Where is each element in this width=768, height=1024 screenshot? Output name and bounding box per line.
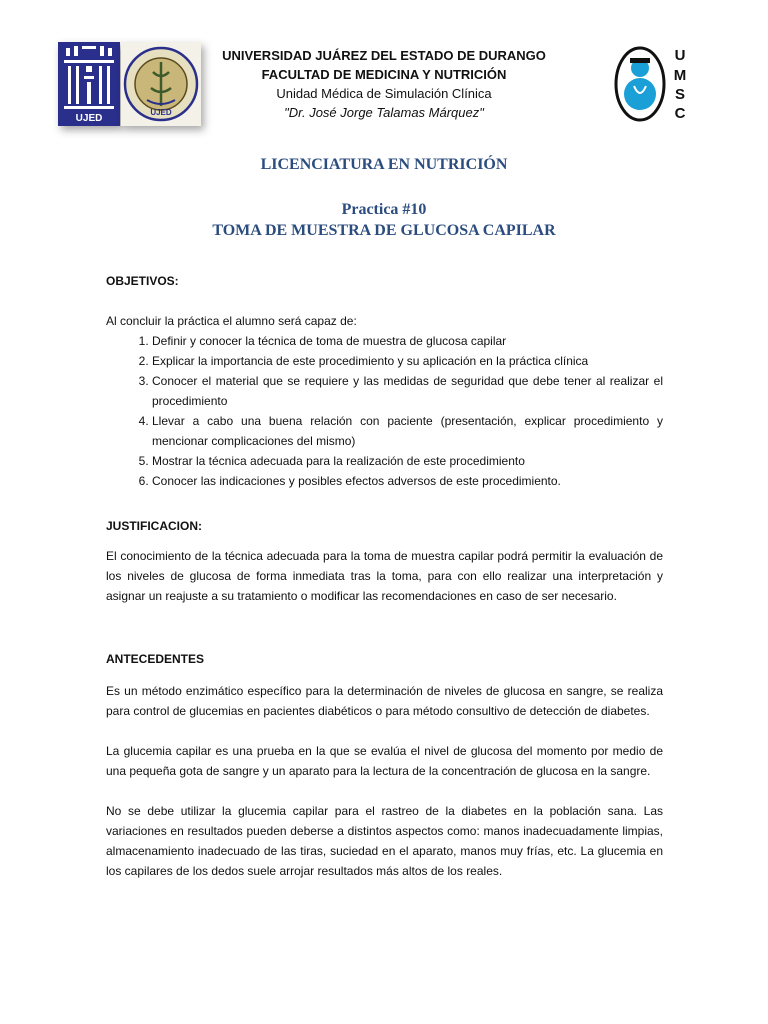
unit-honoree: "Dr. José Jorge Talamas Márquez" (284, 105, 484, 120)
list-item: 1. Definir y conocer la técnica de toma de muestra de glucosa capilar (152, 331, 663, 351)
objetivos-heading: OBJETIVOS: (106, 274, 179, 288)
faculty-name: FACULTAD DE MEDICINA Y NUTRICIÓN (261, 67, 507, 82)
umsc-letter: S (674, 86, 686, 103)
practice-topic: TOMA DE MUESTRA DE GLUCOSA CAPILAR (212, 222, 556, 239)
degree-title: LICENCIATURA EN NUTRICIÓN (260, 156, 508, 173)
list-item: 4. Llevar a cabo una buena relación con paciente (presentación, explicar procedimiento y mencionar complicaciones del mismo) (152, 411, 663, 451)
antecedentes-paragraph-3: No se debe utilizar la glucemia capilar para el rastreo de la diabetes en la población sana. Las variaciones en resultados pueden deberse a distintos aspectos como: manos inadecuadamente limpias, almacenamiento inadecuado de las tiras, suciedad en el aparato, manos muy frías, etc. La glucemia en los capilares de los dedos suele arrojar resultados más altos de los reales. (106, 804, 663, 878)
antecedentes-paragraph-2: La glucemia capilar es una prueba en la que se evalúa el nivel de glucosa del momento por medio de una pequeña gota de sangre y un aparato para la lectura de la concentración de glucosa en la sangre. (106, 744, 663, 778)
antecedentes-heading: ANTECEDENTES (106, 652, 205, 666)
ujed-logo (58, 42, 120, 126)
faculty-seal-text: UJED (150, 108, 172, 117)
university-name: UNIVERSIDAD JUÁREZ DEL ESTADO DE DURANGO (222, 48, 546, 63)
umsc-letter: C (674, 105, 686, 122)
objetivos-list (106, 331, 663, 491)
unit-name: Unidad Médica de Simulación Clínica (276, 86, 492, 101)
objetivos-intro: Al concluir la práctica el alumno será capaz de: (106, 314, 357, 328)
header-institution-block (210, 46, 558, 122)
objetivos-section (106, 271, 663, 491)
justificacion-heading: JUSTIFICACION: (106, 519, 202, 533)
list-item: 6. Conocer las indicaciones y posibles efectos adversos de este procedimiento. (152, 471, 663, 491)
practice-number: Practica #10 (341, 201, 427, 218)
ujed-logo-text: UJED (75, 113, 103, 124)
umsc-logo (612, 44, 692, 124)
umsc-letter: U (674, 47, 686, 64)
justificacion-section (106, 516, 663, 606)
list-item: 3. Conocer el material que se requiere y las medidas de seguridad que debe tener al realizar el procedimiento (152, 371, 663, 411)
umsc-letter: M (673, 67, 687, 84)
antecedentes-paragraph-1: Es un método enzimático específico para la determinación de niveles de glucosa en sangre, se realiza para control de glucemias en pacientes diabéticos o para método consultivo de detección de diabetes. (106, 684, 663, 718)
list-item: 5. Mostrar la técnica adecuada para la realización de este procedimiento (152, 451, 663, 471)
justificacion-paragraph: El conocimiento de la técnica adecuada para la toma de muestra capilar podrá permitir la evaluación de los niveles de glucosa de forma inmediata tras la toma, para con ello realizar una interpretación y asignar un reajuste a su tratamiento o modificar las recomendaciones en caso de ser necesario. (106, 549, 663, 603)
list-item: 2. Explicar la importancia de este procedimiento y su aplicación en la práctica clínica (152, 351, 663, 371)
document-header (0, 0, 768, 140)
faculty-seal-logo (121, 42, 201, 126)
antecedentes-section (106, 649, 663, 881)
